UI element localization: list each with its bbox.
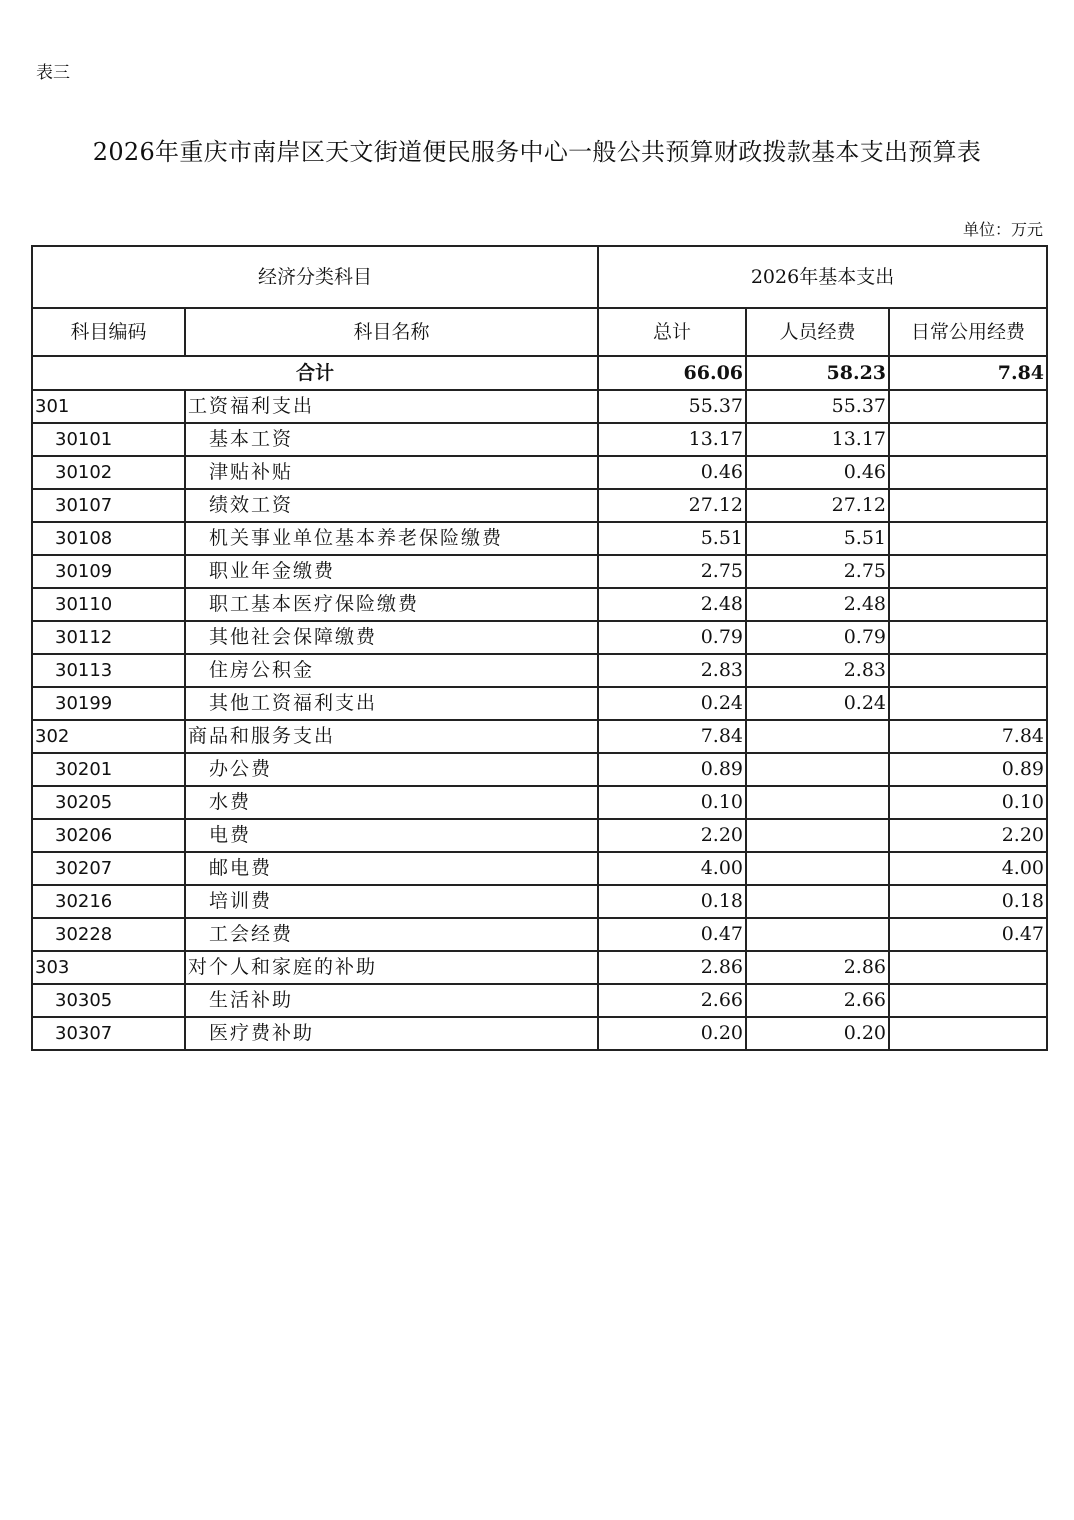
row-code: 30113: [32, 654, 185, 687]
row-personnel: [746, 918, 889, 951]
row-name: 工资福利支出: [185, 390, 598, 423]
row-code: 30228: [32, 918, 185, 951]
row-code: 30207: [32, 852, 185, 885]
table-row: [32, 522, 1047, 555]
row-name: 电费: [185, 819, 598, 852]
row-public: 0.10: [889, 786, 1047, 819]
row-total: 2.75: [598, 555, 746, 588]
table-row: [32, 951, 1047, 984]
table-row: [32, 456, 1047, 489]
header-basic-expense: 2026年基本支出: [598, 246, 1047, 308]
row-name: 住房公积金: [185, 654, 598, 687]
row-code: 302: [32, 720, 185, 753]
row-personnel: [746, 786, 889, 819]
header-row-columns: [32, 308, 1047, 356]
row-public: 4.00: [889, 852, 1047, 885]
row-personnel: 0.46: [746, 456, 889, 489]
row-code: 303: [32, 951, 185, 984]
row-name: 办公费: [185, 753, 598, 786]
row-name: 培训费: [185, 885, 598, 918]
header-total: 总计: [598, 308, 746, 356]
table-row: [32, 885, 1047, 918]
row-personnel: 27.12: [746, 489, 889, 522]
table-row: [32, 819, 1047, 852]
row-code: 30107: [32, 489, 185, 522]
row-total: 0.47: [598, 918, 746, 951]
row-total: 4.00: [598, 852, 746, 885]
row-code: 30305: [32, 984, 185, 1017]
row-name: 职业年金缴费: [185, 555, 598, 588]
row-name: 医疗费补助: [185, 1017, 598, 1050]
table-row: [32, 555, 1047, 588]
row-personnel: 2.86: [746, 951, 889, 984]
table-row: [32, 687, 1047, 720]
row-total: 7.84: [598, 720, 746, 753]
row-personnel: 0.24: [746, 687, 889, 720]
row-total: 0.18: [598, 885, 746, 918]
row-total: 2.86: [598, 951, 746, 984]
table-row: [32, 654, 1047, 687]
row-public: [889, 687, 1047, 720]
table-row: [32, 720, 1047, 753]
row-public: [889, 654, 1047, 687]
row-name: 对个人和家庭的补助: [185, 951, 598, 984]
row-total: 5.51: [598, 522, 746, 555]
budget-table: [31, 245, 1048, 1051]
row-personnel: 0.79: [746, 621, 889, 654]
row-public: 0.89: [889, 753, 1047, 786]
row-name: 其他社会保障缴费: [185, 621, 598, 654]
table-row: [32, 852, 1047, 885]
row-total: 0.20: [598, 1017, 746, 1050]
row-name: 职工基本医疗保险缴费: [185, 588, 598, 621]
row-public: [889, 423, 1047, 456]
row-total: 0.24: [598, 687, 746, 720]
row-total: 27.12: [598, 489, 746, 522]
row-public: [889, 390, 1047, 423]
table-row: [32, 1017, 1047, 1050]
row-code: 30112: [32, 621, 185, 654]
row-personnel: [746, 753, 889, 786]
table-row: [32, 423, 1047, 456]
row-public: [889, 555, 1047, 588]
row-public: [889, 456, 1047, 489]
row-personnel: 2.83: [746, 654, 889, 687]
row-public: [889, 621, 1047, 654]
row-total: 2.83: [598, 654, 746, 687]
row-public: [889, 984, 1047, 1017]
row-name: 基本工资: [185, 423, 598, 456]
row-personnel: 55.37: [746, 390, 889, 423]
row-code: 30307: [32, 1017, 185, 1050]
row-personnel: 13.17: [746, 423, 889, 456]
row-code: 30201: [32, 753, 185, 786]
row-total: 0.46: [598, 456, 746, 489]
row-name: 其他工资福利支出: [185, 687, 598, 720]
header-name: 科目名称: [185, 308, 598, 356]
unit-label: 单位：万元: [962, 220, 1043, 239]
row-name: 津贴补贴: [185, 456, 598, 489]
row-code: 30109: [32, 555, 185, 588]
header-public: 日常公用经费: [889, 308, 1047, 356]
row-code: 301: [32, 390, 185, 423]
row-personnel: 5.51: [746, 522, 889, 555]
row-total: 0.79: [598, 621, 746, 654]
row-public: [889, 588, 1047, 621]
row-code: 30101: [32, 423, 185, 456]
row-name: 生活补助: [185, 984, 598, 1017]
row-total: 0.10: [598, 786, 746, 819]
table-number-label: 表三: [36, 63, 70, 83]
row-name: 水费: [185, 786, 598, 819]
page-title: 2026年重庆市南岸区天文街道便民服务中心一般公共预算财政拨款基本支出预算表: [92, 138, 982, 166]
table-row: [32, 753, 1047, 786]
row-personnel: [746, 720, 889, 753]
row-personnel: [746, 852, 889, 885]
row-personnel: 2.66: [746, 984, 889, 1017]
row-name: 机关事业单位基本养老保险缴费: [185, 522, 598, 555]
row-public: 7.84: [889, 720, 1047, 753]
row-personnel: 2.48: [746, 588, 889, 621]
total-public: 7.84: [889, 356, 1047, 390]
row-public: 0.18: [889, 885, 1047, 918]
row-personnel: [746, 819, 889, 852]
row-total: 13.17: [598, 423, 746, 456]
header-econ-class: 经济分类科目: [32, 246, 598, 308]
table-row: [32, 588, 1047, 621]
row-public: [889, 1017, 1047, 1050]
row-total: 0.89: [598, 753, 746, 786]
row-total: 2.20: [598, 819, 746, 852]
row-total: 2.66: [598, 984, 746, 1017]
row-code: 30205: [32, 786, 185, 819]
row-name: 商品和服务支出: [185, 720, 598, 753]
row-name: 邮电费: [185, 852, 598, 885]
row-public: [889, 489, 1047, 522]
row-code: 30216: [32, 885, 185, 918]
header-code: 科目编码: [32, 308, 185, 356]
row-code: 30110: [32, 588, 185, 621]
row-total: 2.48: [598, 588, 746, 621]
row-total: 55.37: [598, 390, 746, 423]
total-row: [32, 356, 1047, 390]
row-code: 30206: [32, 819, 185, 852]
table-row: [32, 918, 1047, 951]
row-code: 30199: [32, 687, 185, 720]
row-code: 30108: [32, 522, 185, 555]
row-personnel: [746, 885, 889, 918]
table-row: [32, 786, 1047, 819]
row-code: 30102: [32, 456, 185, 489]
row-public: [889, 951, 1047, 984]
table-row: [32, 390, 1047, 423]
row-public: [889, 522, 1047, 555]
row-personnel: 2.75: [746, 555, 889, 588]
row-personnel: 0.20: [746, 1017, 889, 1050]
table-row: [32, 621, 1047, 654]
header-row-group: [32, 246, 1047, 308]
total-total: 66.06: [598, 356, 746, 390]
row-public: 0.47: [889, 918, 1047, 951]
table-row: [32, 984, 1047, 1017]
row-public: 2.20: [889, 819, 1047, 852]
table-row: [32, 489, 1047, 522]
total-label: 合计: [32, 356, 598, 390]
total-personnel: 58.23: [746, 356, 889, 390]
row-name: 工会经费: [185, 918, 598, 951]
row-name: 绩效工资: [185, 489, 598, 522]
header-personnel: 人员经费: [746, 308, 889, 356]
